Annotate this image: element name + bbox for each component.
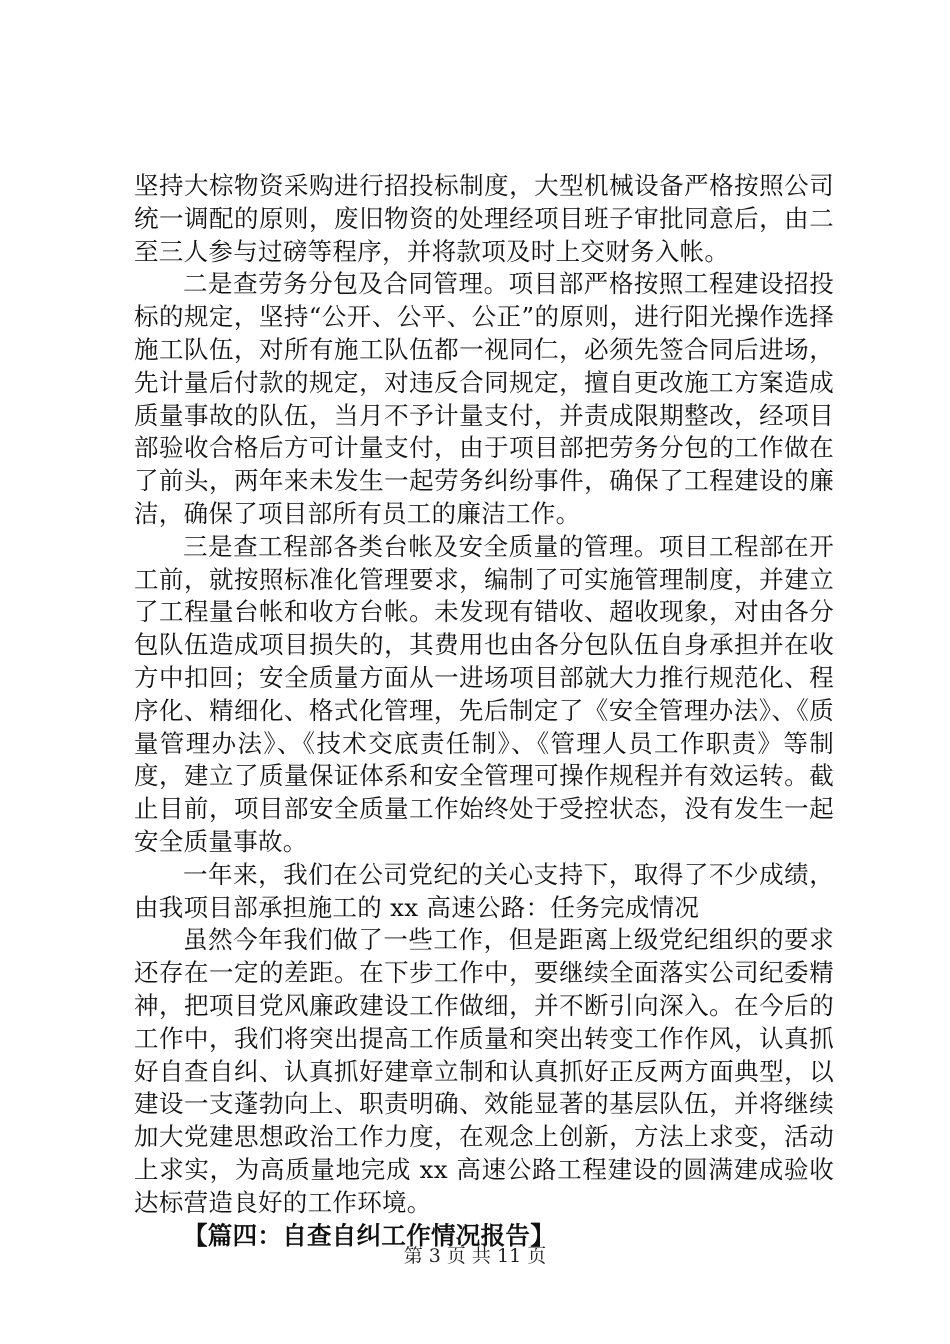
paragraph-labor-subcontract: 二是查劳务分包及合同管理。项目部严格按照工程建设招投标的规定，坚持“公开、公平、公正”的原则，进行阳光操作选择施工队伍，对所有施工队伍都一视同仁，必须先签合同后进场，先计量后付款的规定，对违反合同规定，擅自更改施工方案造成质量事故的队伍，当月不予计量支付，并责成限期整改，经项目部验收合格后方可计量支付，由于项目部把劳务分包的工作做在了前头，两年来未发生一起劳务纠纷事件，确保了工程建设的廉洁，确保了项目部所有员工的廉洁工作。	[134, 269, 834, 528]
document-body	[134, 170, 834, 1252]
paragraph-continuation: 坚持大棕物资采购进行招投标制度，大型机械设备严格按照公司统一调配的原则，废旧物资的处理经项目班子审批同意后，由二至三人参与过磅等程序，并将款项及时上交财务入帐。	[134, 171, 834, 266]
page-number-footer: 第 3 页 共 11 页	[403, 1245, 547, 1267]
paragraph-next-steps: 虽然今年我们做了一些工作，但是距离上级党纪组织的要求还存在一定的差距。在下步工作中，要继续全面落实公司纪委精神，把项目党风廉政建设工作做细，并不断引向深入。在今后的工作中，我们将突出提高工作质量和突出转变工作作风，认真抓好自查自纠、认真抓好建章立制和认真抓好正反两方面典型，以建设一支蓬勃向上、职责明确、效能显著的基层队伍，并将继续加大党建思想政治工作力度，在观念上创新，方法上求变，活动上求实，为高质量地完成 xx 高速公路工程建设的圆满建成验收达标营造良好的工作环境。	[134, 925, 834, 1217]
paragraph-year-review: 一年来，我们在公司党纪的关心支持下，取得了不少成绩，由我项目部承担施工的 xx 高速公路：任务完成情况	[134, 859, 834, 922]
section-heading: 【篇四：自查自纠工作情况报告】	[183, 1220, 555, 1250]
paragraph-engineering-ledger: 三是查工程部各类台帐及安全质量的管理。项目工程部在开工前，就按照标准化管理要求，编制了可实施管理制度，并建立了工程量台帐和收方台帐。未发现有错收、超收现象，对由各分包队伍造成项目损失的，其费用也由各分包队伍自身承担并在收方中扣回；安全质量方面从一进场项目部就大力推行规范化、程序化、精细化、格式化管理，先后制定了《安全管理办法》、《质量管理办法》、《技术交底责任制》、《管理人员工作职责》等制度，建立了质量保证体系和安全管理可操作规程并有效运转。截止目前，项目部安全质量工作始终处于受控状态，没有发生一起安全质量事故。	[134, 531, 834, 856]
